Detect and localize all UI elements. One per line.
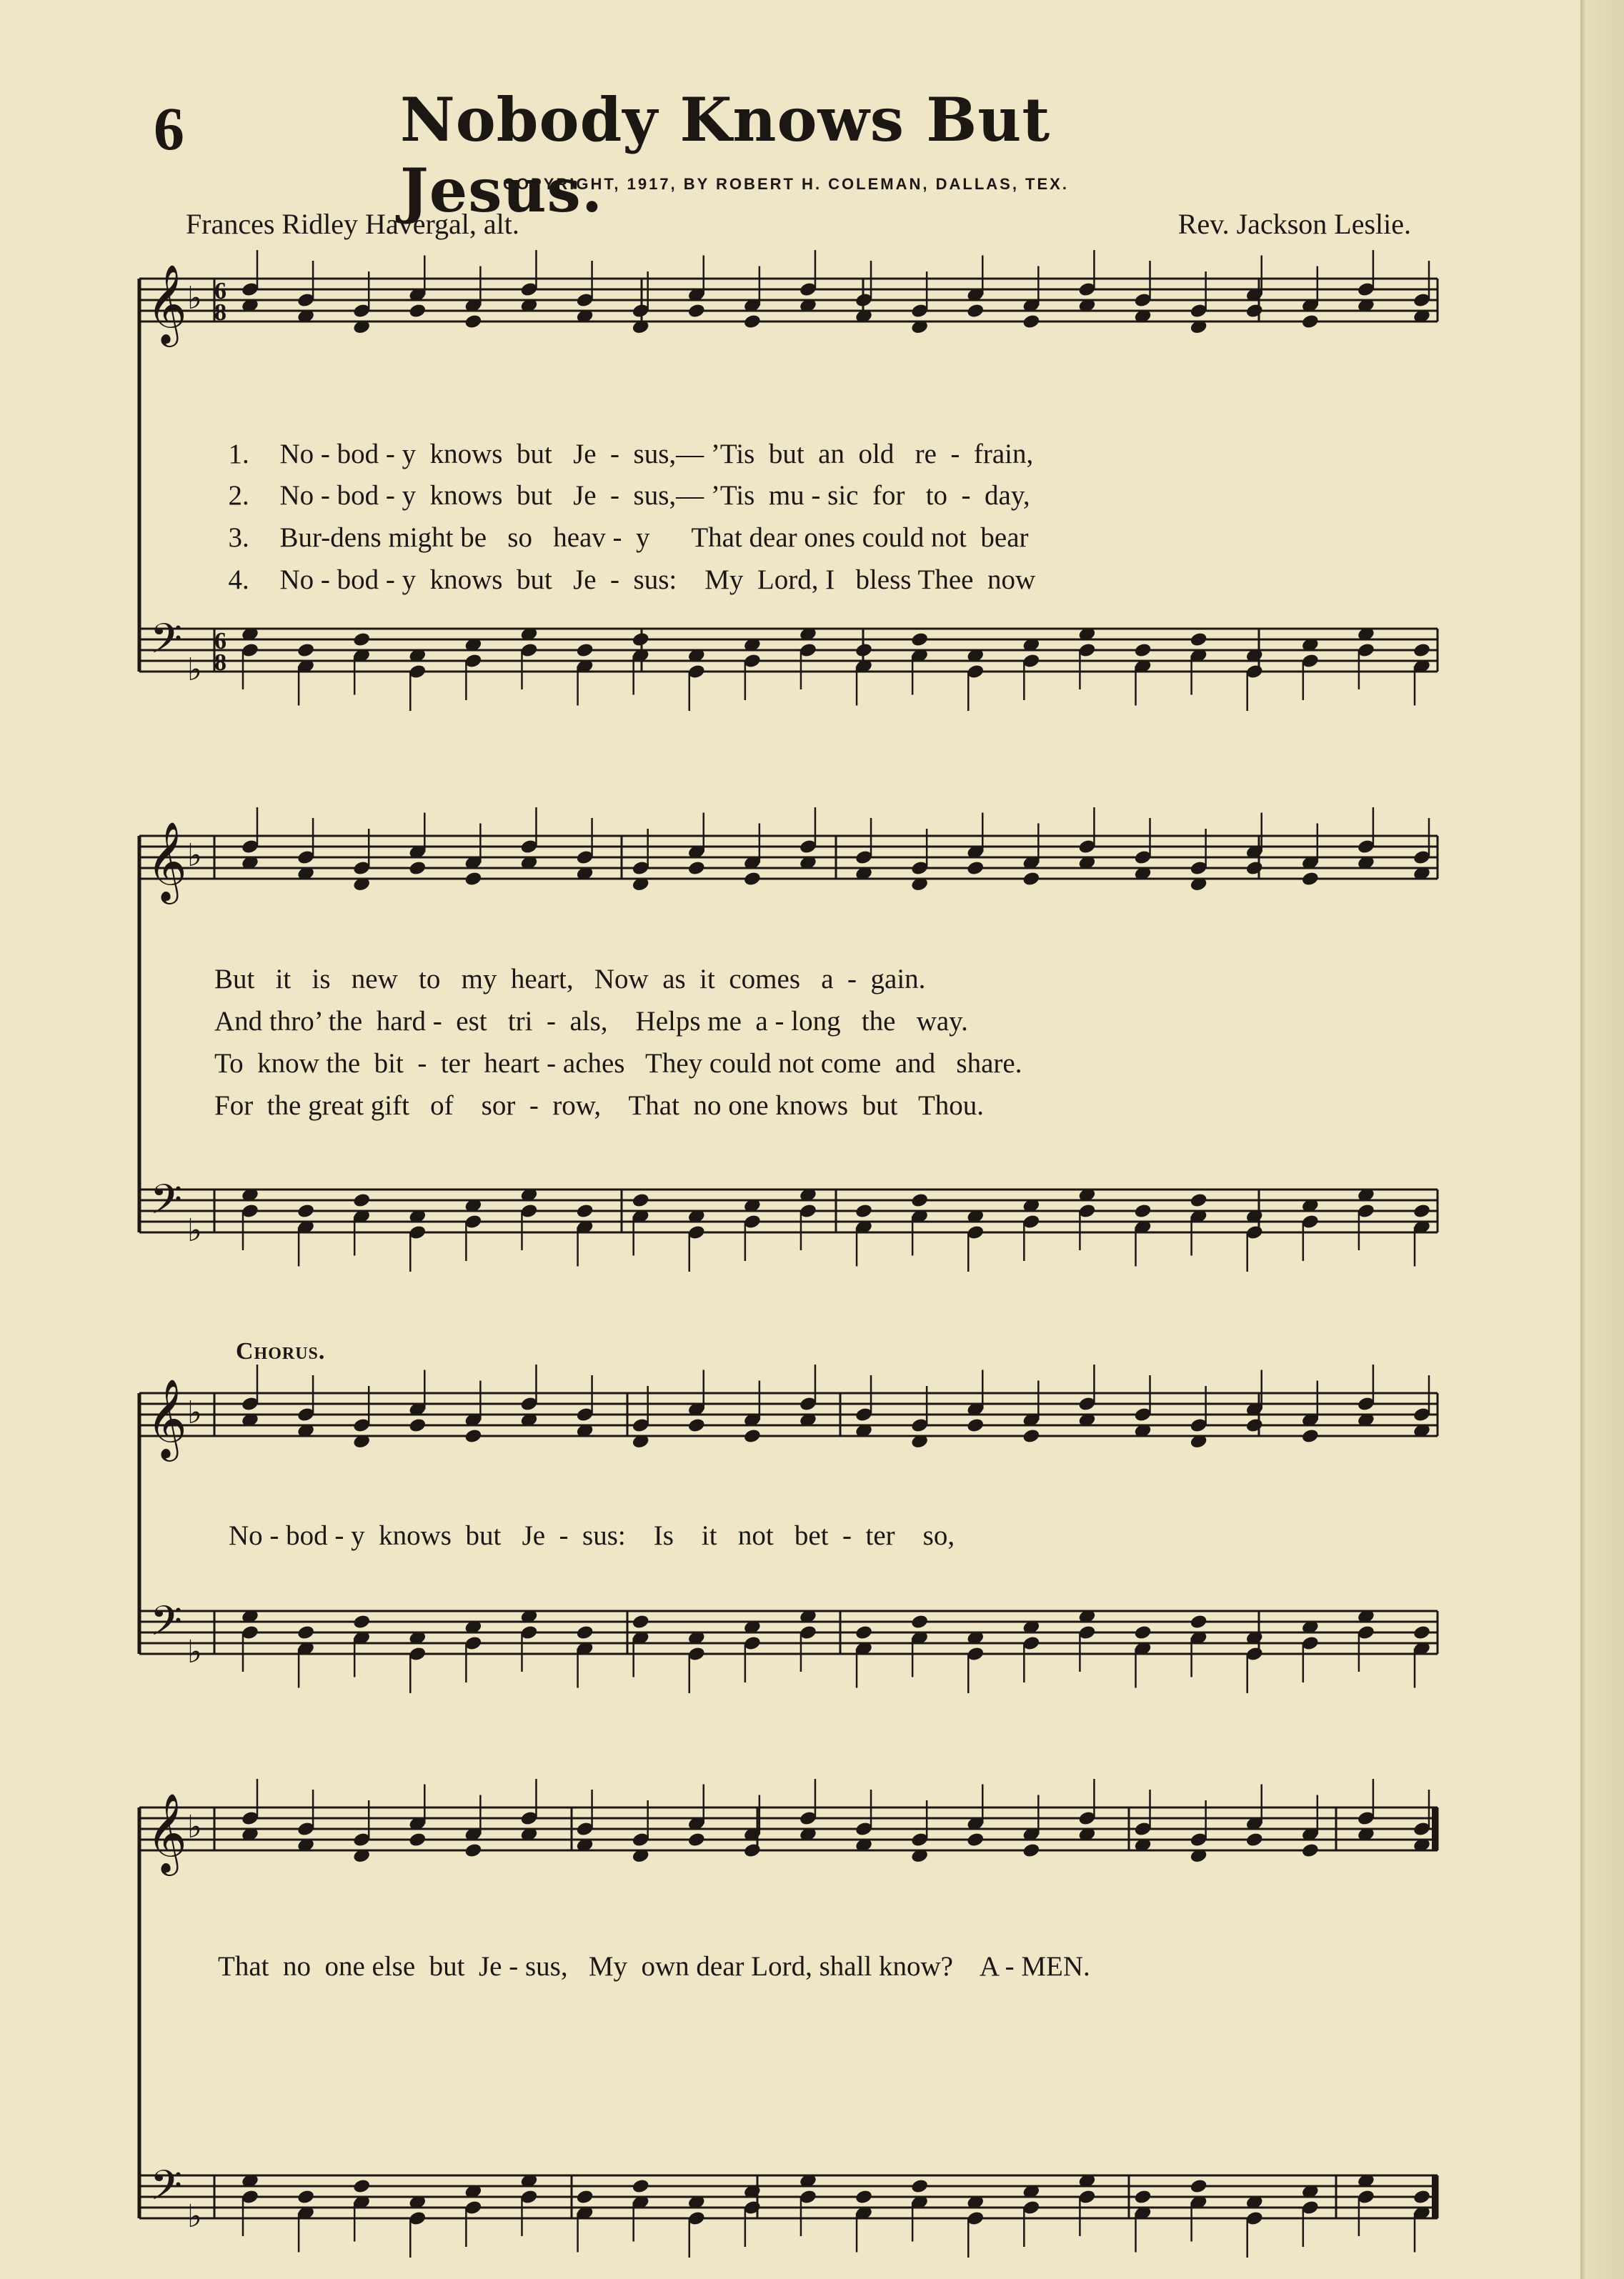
verse-1-line-2: But it is new to my heart, Now as it comes a - gain. xyxy=(214,964,926,994)
music-credit: Rev. Jackson Leslie. xyxy=(1177,208,1411,240)
note-head xyxy=(1245,860,1264,877)
note-head xyxy=(687,860,706,877)
flat-icon: ♭ xyxy=(187,1212,202,1249)
verse-2-line-1: 2. No - bod - y knows but Je - sus,— ’Tis mu - sic for to - day, xyxy=(228,480,1030,511)
note-head xyxy=(575,2189,594,2205)
flat-icon: ♭ xyxy=(187,280,202,316)
note-head xyxy=(1190,2178,1208,2195)
time-signature: 6 xyxy=(214,628,226,654)
note-head xyxy=(408,303,427,319)
note-head xyxy=(297,1203,315,1220)
note-head xyxy=(1022,1428,1040,1445)
note-head xyxy=(408,1832,427,1848)
note-head xyxy=(575,642,594,659)
flat-icon: ♭ xyxy=(187,652,202,688)
chorus-line-2: That no one else but Je - sus, My own dear Lord, shall know? A - MEN. xyxy=(218,1951,1090,1982)
treble-clef-icon: 𝄞 xyxy=(146,821,187,901)
note-head xyxy=(575,1625,594,1641)
treble-clef-icon: 𝄞 xyxy=(146,1378,187,1458)
bass-clef-icon: 𝄢 xyxy=(150,614,183,673)
time-signature: 6 xyxy=(214,278,226,304)
note-head xyxy=(1413,1625,1431,1641)
note-head xyxy=(632,2178,650,2195)
note-head xyxy=(464,871,482,887)
note-head xyxy=(687,1832,706,1848)
final-bar xyxy=(1432,2175,1438,2218)
note-head xyxy=(1022,314,1040,330)
verse-number: 1. xyxy=(228,439,249,469)
note-head xyxy=(352,1192,371,1209)
note-head xyxy=(352,632,371,648)
flat-icon: ♭ xyxy=(187,2198,202,2235)
note-head xyxy=(910,1614,929,1630)
note-head xyxy=(743,1428,762,1445)
chorus-line-1: No - bod - y knows but Je - sus: Is it not bet - ter so, xyxy=(229,1520,955,1551)
note-head xyxy=(687,1417,706,1434)
note-head xyxy=(464,314,482,330)
note-head xyxy=(408,1417,427,1434)
note-head xyxy=(1133,2189,1152,2205)
note-head xyxy=(966,860,985,877)
verse-number: 2. xyxy=(228,480,249,511)
note-head xyxy=(297,2189,315,2205)
note-head xyxy=(855,642,873,659)
hymn-number: 6 xyxy=(154,94,184,163)
note-head xyxy=(910,632,929,648)
verse-1-line-1: 1. No - bod - y knows but Je - sus,— ’Tis but an old re - frain, xyxy=(228,439,1034,469)
bass-clef-icon: 𝄢 xyxy=(150,1175,183,1234)
note-head xyxy=(743,1842,762,1859)
note-head xyxy=(1245,303,1264,319)
verse-number: 4. xyxy=(228,564,249,595)
time-signature: 8 xyxy=(214,299,226,326)
note-head xyxy=(1413,642,1431,659)
note-head xyxy=(1245,1832,1264,1848)
note-head xyxy=(1301,1842,1320,1859)
bass-clef-icon: 𝄢 xyxy=(150,1597,183,1655)
flat-icon: ♭ xyxy=(187,837,202,874)
treble-clef-icon: 𝄞 xyxy=(146,264,187,344)
note-head xyxy=(910,1192,929,1209)
note-head xyxy=(855,1625,873,1641)
note-head xyxy=(632,1192,650,1209)
note-head xyxy=(408,860,427,877)
note-head xyxy=(1301,314,1320,330)
note-head xyxy=(1133,1625,1152,1641)
note-head xyxy=(632,1614,650,1630)
verse-number: 3. xyxy=(228,522,249,553)
note-head xyxy=(297,1625,315,1641)
note-head xyxy=(352,1614,371,1630)
time-signature: 8 xyxy=(214,649,226,676)
final-bar xyxy=(1432,1807,1438,1850)
note-head xyxy=(632,632,650,648)
verse-3-line-2: To know the bit - ter heart - aches They could not come and share. xyxy=(214,1048,1022,1079)
note-head xyxy=(743,314,762,330)
words-credit: Frances Ridley Havergal, alt. xyxy=(186,208,519,240)
note-head xyxy=(1190,1614,1208,1630)
note-head xyxy=(1413,2189,1431,2205)
page-edge xyxy=(1580,0,1624,2279)
flat-icon: ♭ xyxy=(187,1809,202,1845)
note-head xyxy=(743,871,762,887)
note-head xyxy=(966,303,985,319)
note-head xyxy=(1301,1428,1320,1445)
note-head xyxy=(1190,1192,1208,1209)
bass-clef-icon: 𝄢 xyxy=(150,2161,183,2220)
note-head xyxy=(464,1842,482,1859)
note-head xyxy=(1022,871,1040,887)
flat-icon: ♭ xyxy=(187,1395,202,1431)
verse-4-line-1: 4. No - bod - y knows but Je - sus: My Lord, I bless Thee now xyxy=(228,564,1036,595)
note-head xyxy=(464,1428,482,1445)
note-head xyxy=(966,1417,985,1434)
hymn-title: Nobody Knows But Jesus. xyxy=(400,84,1051,226)
note-head xyxy=(1133,642,1152,659)
note-head xyxy=(1190,632,1208,648)
copyright-notice: COPYRIGHT, 1917, BY ROBERT H. COLEMAN, DALLAS, TEX. xyxy=(503,175,1069,193)
note-head xyxy=(1022,1842,1040,1859)
note-head xyxy=(352,2178,371,2195)
note-head xyxy=(1301,871,1320,887)
note-head xyxy=(910,2178,929,2195)
treble-clef-icon: 𝄞 xyxy=(146,1792,187,1872)
flat-icon: ♭ xyxy=(187,1634,202,1670)
chorus-label: Chorus. xyxy=(236,1338,326,1365)
note-head xyxy=(1413,1203,1431,1220)
note-head xyxy=(575,1203,594,1220)
note-head xyxy=(1245,1417,1264,1434)
note-head xyxy=(855,2189,873,2205)
note-head xyxy=(687,303,706,319)
note-head xyxy=(855,1203,873,1220)
note-head xyxy=(1133,1203,1152,1220)
note-head xyxy=(297,642,315,659)
verse-3-line-1: 3. Bur-dens might be so heav - y That dear ones could not bear xyxy=(228,522,1029,553)
verse-4-line-2: For the great gift of sor - row, That no one knows but Thou. xyxy=(214,1090,985,1121)
verse-2-line-2: And thro’ the hard - est tri - als, Helps me a - long the way. xyxy=(214,1006,968,1037)
note-head xyxy=(966,1832,985,1848)
